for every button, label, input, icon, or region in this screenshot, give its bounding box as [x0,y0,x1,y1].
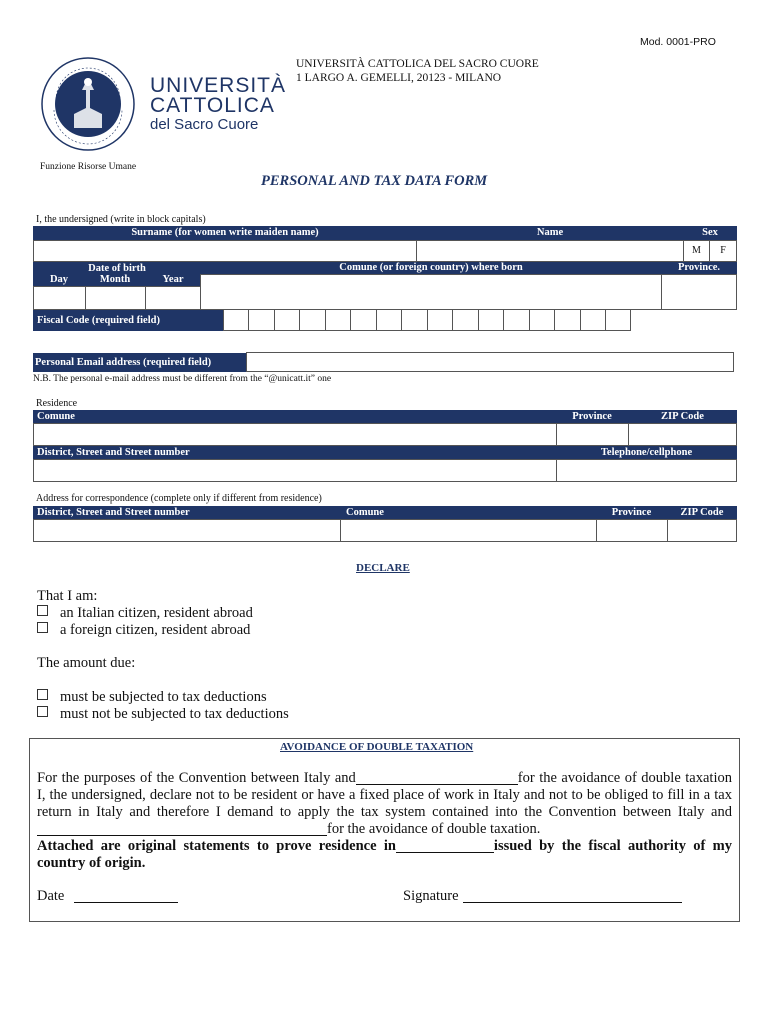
residence-phone-header: Telephone/cellphone [556,446,737,459]
corr-street-field[interactable] [33,519,341,542]
residence-phone-field[interactable] [556,459,737,482]
avoidance-paragraph [37,770,732,838]
declare-title: DECLARE [356,562,410,574]
name-field[interactable] [416,240,684,262]
attached-statement [37,838,732,872]
avoidance-text-1: For the purposes of the Convention between Italy and [37,770,356,786]
form-title: PERSONAL AND TAX DATA FORM [261,173,488,189]
dob-title: Date of birth [88,263,146,274]
option-foreign-citizen-label: a foreign citizen, resident abroad [60,622,251,638]
avoidance-text-2: for the avoidance of double taxation I, the undersigned, declare not to be resident or have a fixed place of work in Italy and not to be obliged to fill in a tax return in Italy and therefore I demand to apply the tax system contained into the Convention between Italy and [37,770,732,820]
amount-due-label: The amount due: [37,655,136,671]
correspondence-title: Address for correspondence (complete only if different from residence) [36,493,322,504]
residence-zip-field[interactable] [628,423,737,446]
corr-comune-header: Comune [340,506,596,519]
that-i-am-label: That I am: [37,588,98,604]
department-label: Funzione Risorse Umane [40,162,137,172]
form-code: Mod. 0001-PRO [640,36,716,48]
sex-m-box[interactable]: M [683,240,710,262]
email-field[interactable] [246,352,734,372]
residence-zip-header: ZIP Code [628,410,737,423]
dob-day-field[interactable] [33,286,86,310]
checkbox-italian-citizen[interactable] [37,605,48,616]
surname-field[interactable] [33,240,417,262]
corr-zip-header: ZIP Code [667,506,737,519]
option-foreign-citizen[interactable] [37,622,250,639]
signature-label: Signature [403,888,459,904]
logo-line-1: UNIVERSITÀ [150,74,287,97]
logo-line-3: del Sacro Cuore [150,116,259,133]
intro-text: I, the undersigned (write in block capitals) [36,214,206,225]
option-italian-citizen-label: an Italian citizen, resident abroad [60,605,253,621]
corr-street-header: District, Street and Street number [33,506,340,519]
logo-wordmark [150,76,286,133]
residence-province-field[interactable] [556,423,629,446]
residence-comune-field[interactable] [33,423,557,446]
option-tax-deductions-label: must be subjected to tax deductions [60,689,267,705]
corr-comune-field[interactable] [340,519,597,542]
name-header: Name [417,226,683,240]
dob-year-field[interactable] [145,286,201,310]
surname-header: Surname (for women write maiden name) [33,226,417,240]
fiscal-code-label: Fiscal Code (required field) [33,310,223,331]
attached-text-1: Attached are original statements to prove residence in [37,838,396,854]
logo-line-2: CATTOLICA [150,94,275,117]
checkbox-no-tax-deductions[interactable] [37,706,48,717]
residence-province-header: Province [556,410,628,423]
date-label: Date [37,888,65,904]
signature-field[interactable] [463,887,682,903]
corr-province-header: Province [596,506,667,519]
avoidance-text-3: for the avoidance of double taxation. [327,821,541,837]
avoidance-title: AVOIDANCE OF DOUBLE TAXATION [280,741,474,753]
option-italian-citizen[interactable] [37,605,253,622]
option-no-tax-deductions-label: must not be subjected to tax deductions [60,706,289,722]
checkbox-tax-deductions[interactable] [37,689,48,700]
corr-province-field[interactable] [596,519,668,542]
province-born-header: Province. [661,262,737,274]
province-born-field[interactable] [661,274,737,310]
residence-street-header: District, Street and Street number [33,446,556,459]
university-address: 1 LARGO A. GEMELLI, 20123 - MILANO [296,72,502,84]
residence-title: Residence [36,398,78,409]
university-seal-logo [40,56,136,152]
date-field[interactable] [74,887,178,903]
residence-street-field[interactable] [33,459,557,482]
email-note: N.B. The personal e-mail address must be different from the “@unicatt.it” one [33,374,332,384]
option-no-tax-deductions[interactable] [37,706,289,723]
email-label: Personal Email address (required field) [33,353,247,372]
country-field-1[interactable] [356,770,518,785]
university-name: UNIVERSITÀ CATTOLICA DEL SACRO CUORE [296,58,539,70]
residence-country-field[interactable] [396,838,494,853]
dob-month-label: Month [99,274,131,285]
sex-f-box[interactable]: F [709,240,737,262]
dob-year-label: Year [162,274,184,285]
sex-header: Sex [683,226,737,240]
fiscal-code-boxes[interactable] [223,309,631,331]
attached-text-2: issued by the fiscal authority of my country of origin. [37,838,732,871]
born-header: Comune (or foreign country) where born [201,262,661,274]
checkbox-foreign-citizen[interactable] [37,622,48,633]
residence-comune-header: Comune [33,410,556,423]
option-tax-deductions[interactable] [37,689,267,706]
country-field-2[interactable] [37,821,327,836]
dob-month-field[interactable] [85,286,146,310]
birthplace-field[interactable] [200,274,662,310]
dob-day-label: Day [49,274,69,285]
corr-zip-field[interactable] [667,519,737,542]
